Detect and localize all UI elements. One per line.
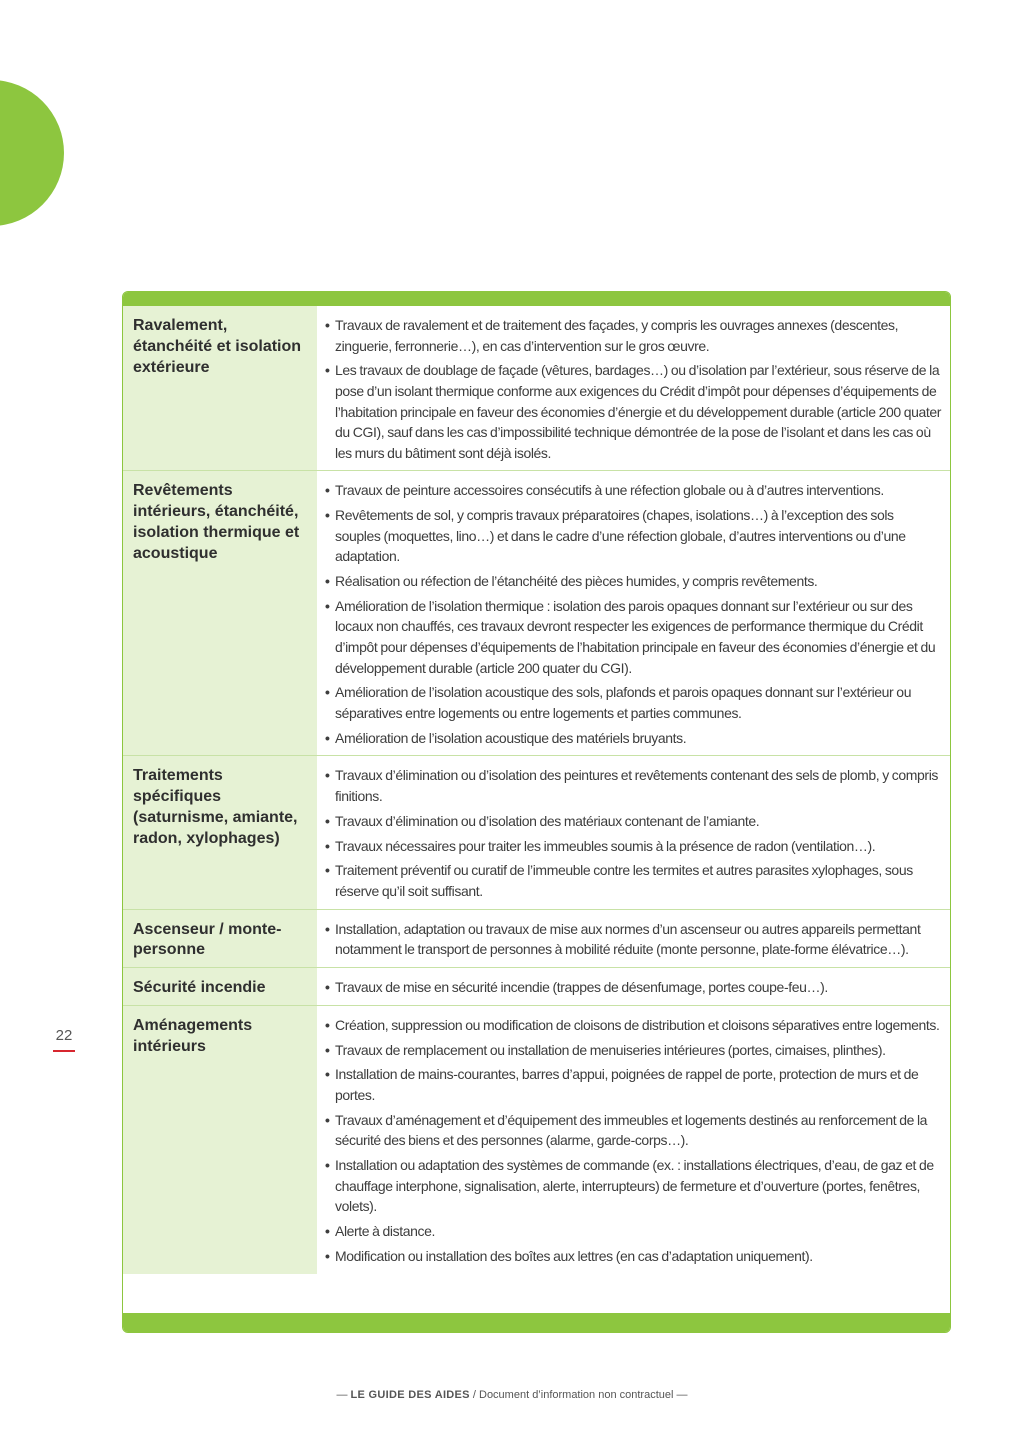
table-bottom-bar (123, 1313, 950, 1332)
list-item: • Travaux nécessaires pour traiter les immeubles soumis à la présence de radon (ventilation…). (325, 836, 942, 857)
footer-separator: / (469, 1389, 479, 1401)
list-item: • Travaux de ravalement et de traitement des façades, y compris les ouvrages annexes (descentes, zinguerie, ferronnerie…), en cas d’intervention sur le gros œuvre. (325, 315, 942, 356)
list-item: • Modification ou installation des boîtes aux lettres (en cas d’adaptation uniquement). (325, 1246, 942, 1267)
list-item: • Travaux de peinture accessoires consécutifs à une réfection globale ou à d’autres interventions. (325, 480, 942, 501)
list-item: • Amélioration de l’isolation thermique : isolation des parois opaques donnant sur l’extérieur ou sur des locaux non chauffés, ces travaux devront respecter les exigences de performance thermique du Crédit d’impôt pour dépenses d’équipements de l’habitation principale en faveur des économies d’énergie et du développement durable (article 200 quater du CGI). (325, 596, 942, 678)
row-category-label: Traitements spécifiques (saturnisme, amiante, radon, xylophages) (123, 756, 317, 908)
list-item: • Amélioration de l’isolation acoustique des matériels bruyants. (325, 728, 942, 749)
list-item: • Les travaux de doublage de façade (vêtures, bardages…) ou d’isolation par l’extérieur, sous réserve de la pose d’un isolant thermique conforme aux exigences du Crédit d’impôt pour dépenses d’équipements de l’habitation principale en faveur des économies d’énergie et du développement durable (article 200 quater du CGI), sauf dans les cas d’impossibilité technique démontrée de la pose de l’isolant et dans les cas où les murs du bâtiment sont déjà isolés. (325, 360, 942, 463)
row-category-label: Aménagements intérieurs (123, 1006, 317, 1274)
row-items-list (317, 756, 950, 908)
footer-brand: LE GUIDE DES AIDES (350, 1389, 470, 1401)
row-items-list (317, 968, 950, 1005)
list-item: • Installation de mains-courantes, barres d’appui, poignées de rappel de porte, protection de murs et de portes. (325, 1064, 942, 1105)
list-item: • Installation, adaptation ou travaux de mise aux normes d’un ascenseur ou autres appareils permettant notamment le transport de personnes à mobilité réduite (monte personne, plate-forme élévatrice…). (325, 919, 942, 960)
table-row (123, 470, 950, 755)
table-top-bar (123, 292, 950, 306)
list-item: • Création, suppression ou modification de cloisons de distribution et cloisons séparatives entre logements. (325, 1015, 942, 1036)
row-items-list (317, 471, 950, 755)
list-item: • Réalisation ou réfection de l’étanchéité des pièces humides, y compris revêtements. (325, 571, 942, 592)
page-number-underline (53, 1050, 75, 1052)
list-item: • Traitement préventif ou curatif de l’immeuble contre les termites et autres parasites xylophages, sous réserve qu’il soit suffisant. (325, 860, 942, 901)
footer-subtitle: Document d’information non contractuel (479, 1389, 674, 1401)
list-item: • Travaux d’élimination ou d’isolation des peintures et revêtements contenant des sels de plomb, y compris finitions. (325, 765, 942, 806)
row-category-label: Ascenseur / monte-personne (123, 910, 317, 968)
row-items-list (317, 306, 950, 470)
table-row (123, 1005, 950, 1274)
row-items-list (317, 910, 950, 968)
decorative-green-circle (0, 80, 64, 226)
row-category-label: Ravalement, étanchéité et isolation extérieure (123, 306, 317, 470)
table-rows (123, 306, 950, 1274)
page-footer (0, 1389, 1024, 1401)
works-table (122, 291, 951, 1333)
table-row (123, 909, 950, 968)
list-item: • Travaux de mise en sécurité incendie (trappes de désenfumage, portes coupe-feu…). (325, 977, 942, 998)
list-item: • Travaux de remplacement ou installation de menuiseries intérieures (portes, cimaises, plinthes). (325, 1040, 942, 1061)
page-number: 22 (55, 1027, 73, 1044)
row-items-list (317, 1006, 950, 1274)
list-item: • Travaux d’aménagement et d’équipement des immeubles et logements destinés au renforcement de la sécurité des biens et des personnes (alarme, garde-corps…). (325, 1110, 942, 1151)
footer-dash-right: — (676, 1389, 688, 1401)
list-item: • Installation ou adaptation des systèmes de commande (ex. : installations électriques, d’eau, de gaz et de chauffage interphone, signalisation, alerte, interrupteurs) de fermeture et d’ouverture (portes, fenêtres, volets). (325, 1155, 942, 1217)
table-row (123, 967, 950, 1005)
list-item: • Alerte à distance. (325, 1221, 942, 1242)
row-category-label: Revêtements intérieurs, étanchéité, isolation thermique et acoustique (123, 471, 317, 755)
list-item: • Travaux d’élimination ou d’isolation des matériaux contenant de l’amiante. (325, 811, 942, 832)
row-category-label: Sécurité incendie (123, 968, 317, 1005)
table-row (123, 755, 950, 908)
list-item: • Amélioration de l’isolation acoustique des sols, plafonds et parois opaques donnant sur l’extérieur ou séparatives entre logements ou entre logements et parties communes. (325, 682, 942, 723)
footer-dash-left: — (336, 1389, 348, 1401)
list-item: • Revêtements de sol, y compris travaux préparatoires (chapes, isolations…) à l’exception des sols souples (moquettes, lino…) et dans le cadre d’une réfection globale, d’autres interventions ou d’une adaptation. (325, 505, 942, 567)
table-row (123, 306, 950, 470)
